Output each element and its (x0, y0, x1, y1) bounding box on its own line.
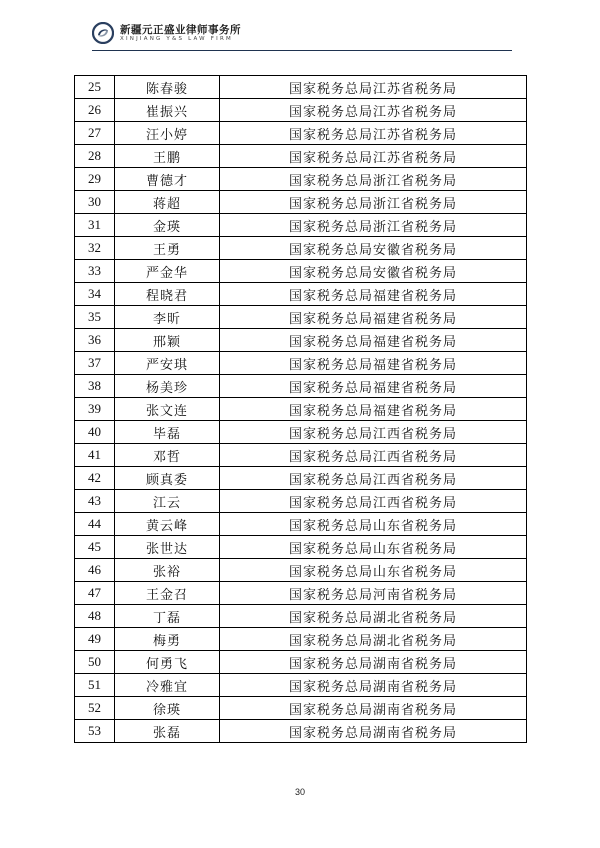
person-name: 崔振兴 (115, 99, 220, 122)
tax-agency: 国家税务总局江苏省税务局 (220, 122, 527, 145)
table-row (75, 214, 527, 237)
row-number: 40 (75, 421, 115, 444)
tax-agency: 国家税务总局福建省税务局 (220, 375, 527, 398)
tax-agency: 国家税务总局福建省税务局 (220, 306, 527, 329)
tax-agency: 国家税务总局湖北省税务局 (220, 628, 527, 651)
firm-name-en: XINJIANG Y&S LAW FIRM (120, 36, 233, 42)
row-number: 51 (75, 674, 115, 697)
tax-agency: 国家税务总局安徽省税务局 (220, 237, 527, 260)
person-name: 严金华 (115, 260, 220, 283)
tax-agency: 国家税务总局江西省税务局 (220, 467, 527, 490)
table-row (75, 76, 527, 99)
tax-agency: 国家税务总局山东省税务局 (220, 513, 527, 536)
page-number: 30 (294, 787, 305, 797)
person-name: 梅勇 (115, 628, 220, 651)
tax-agency: 国家税务总局福建省税务局 (220, 352, 527, 375)
person-name: 黄云峰 (115, 513, 220, 536)
staff-table (74, 75, 527, 743)
person-name: 汪小婷 (115, 122, 220, 145)
table-row (75, 145, 527, 168)
table-row (75, 237, 527, 260)
header-divider (92, 50, 512, 51)
row-number: 28 (75, 145, 115, 168)
row-number: 34 (75, 283, 115, 306)
tax-agency: 国家税务总局山东省税务局 (220, 536, 527, 559)
tax-agency: 国家税务总局安徽省税务局 (220, 260, 527, 283)
row-number: 46 (75, 559, 115, 582)
tax-agency: 国家税务总局江苏省税务局 (220, 99, 527, 122)
row-number: 26 (75, 99, 115, 122)
row-number: 44 (75, 513, 115, 536)
tax-agency: 国家税务总局江西省税务局 (220, 421, 527, 444)
row-number: 27 (75, 122, 115, 145)
person-name: 程晓君 (115, 283, 220, 306)
row-number: 52 (75, 697, 115, 720)
row-number: 37 (75, 352, 115, 375)
person-name: 陈春骏 (115, 76, 220, 99)
table-row (75, 651, 527, 674)
table-row (75, 329, 527, 352)
person-name: 曹德才 (115, 168, 220, 191)
tax-agency: 国家税务总局浙江省税务局 (220, 191, 527, 214)
table-row (75, 513, 527, 536)
page-header (92, 19, 512, 59)
person-name: 王鹏 (115, 145, 220, 168)
table-row (75, 260, 527, 283)
person-name: 蒋超 (115, 191, 220, 214)
table-row (75, 697, 527, 720)
tax-agency: 国家税务总局福建省税务局 (220, 329, 527, 352)
row-number: 39 (75, 398, 115, 421)
row-number: 45 (75, 536, 115, 559)
tax-agency: 国家税务总局湖北省税务局 (220, 605, 527, 628)
firm-name-cn: 新疆元正盛业律师事务所 (120, 24, 241, 36)
table-row (75, 306, 527, 329)
tax-agency: 国家税务总局江苏省税务局 (220, 76, 527, 99)
person-name: 何勇飞 (115, 651, 220, 674)
row-number: 47 (75, 582, 115, 605)
row-number: 32 (75, 237, 115, 260)
table-row (75, 375, 527, 398)
row-number: 31 (75, 214, 115, 237)
table-row (75, 122, 527, 145)
tax-agency: 国家税务总局江西省税务局 (220, 490, 527, 513)
person-name: 毕磊 (115, 421, 220, 444)
table-row (75, 720, 527, 743)
row-number: 53 (75, 720, 115, 743)
person-name: 丁磊 (115, 605, 220, 628)
person-name: 王勇 (115, 237, 220, 260)
person-name: 江云 (115, 490, 220, 513)
tax-agency: 国家税务总局河南省税务局 (220, 582, 527, 605)
table-row (75, 490, 527, 513)
tax-agency: 国家税务总局江苏省税务局 (220, 145, 527, 168)
person-name: 王金召 (115, 582, 220, 605)
person-name: 杨美珍 (115, 375, 220, 398)
row-number: 25 (75, 76, 115, 99)
table-row (75, 168, 527, 191)
tax-agency: 国家税务总局浙江省税务局 (220, 214, 527, 237)
table-row (75, 628, 527, 651)
table-row (75, 536, 527, 559)
row-number: 29 (75, 168, 115, 191)
tax-agency: 国家税务总局山东省税务局 (220, 559, 527, 582)
tax-agency: 国家税务总局浙江省税务局 (220, 168, 527, 191)
row-number: 30 (75, 191, 115, 214)
row-number: 36 (75, 329, 115, 352)
row-number: 43 (75, 490, 115, 513)
person-name: 邓哲 (115, 444, 220, 467)
row-number: 35 (75, 306, 115, 329)
row-number: 48 (75, 605, 115, 628)
table-row (75, 559, 527, 582)
person-name: 顾真委 (115, 467, 220, 490)
person-name: 张裕 (115, 559, 220, 582)
person-name: 金瑛 (115, 214, 220, 237)
staff-table-body (75, 76, 527, 743)
table-row (75, 99, 527, 122)
law-firm-logo-icon (92, 22, 114, 44)
person-name: 严安琪 (115, 352, 220, 375)
table-row (75, 352, 527, 375)
table-row (75, 582, 527, 605)
table-row (75, 283, 527, 306)
tax-agency: 国家税务总局湖南省税务局 (220, 697, 527, 720)
tax-agency: 国家税务总局江西省税务局 (220, 444, 527, 467)
tax-agency: 国家税务总局湖南省税务局 (220, 651, 527, 674)
tax-agency: 国家税务总局湖南省税务局 (220, 674, 527, 697)
person-name: 张世达 (115, 536, 220, 559)
person-name: 张磊 (115, 720, 220, 743)
row-number: 49 (75, 628, 115, 651)
row-number: 42 (75, 467, 115, 490)
tax-agency: 国家税务总局湖南省税务局 (220, 720, 527, 743)
row-number: 41 (75, 444, 115, 467)
person-name: 李昕 (115, 306, 220, 329)
table-row (75, 444, 527, 467)
person-name: 徐瑛 (115, 697, 220, 720)
row-number: 33 (75, 260, 115, 283)
table-row (75, 467, 527, 490)
person-name: 邢颖 (115, 329, 220, 352)
tax-agency: 国家税务总局福建省税务局 (220, 398, 527, 421)
table-row (75, 674, 527, 697)
person-name: 张文连 (115, 398, 220, 421)
table-row (75, 398, 527, 421)
tax-agency: 国家税务总局福建省税务局 (220, 283, 527, 306)
person-name: 冷雅宜 (115, 674, 220, 697)
table-row (75, 605, 527, 628)
table-row (75, 421, 527, 444)
table-row (75, 191, 527, 214)
row-number: 38 (75, 375, 115, 398)
row-number: 50 (75, 651, 115, 674)
